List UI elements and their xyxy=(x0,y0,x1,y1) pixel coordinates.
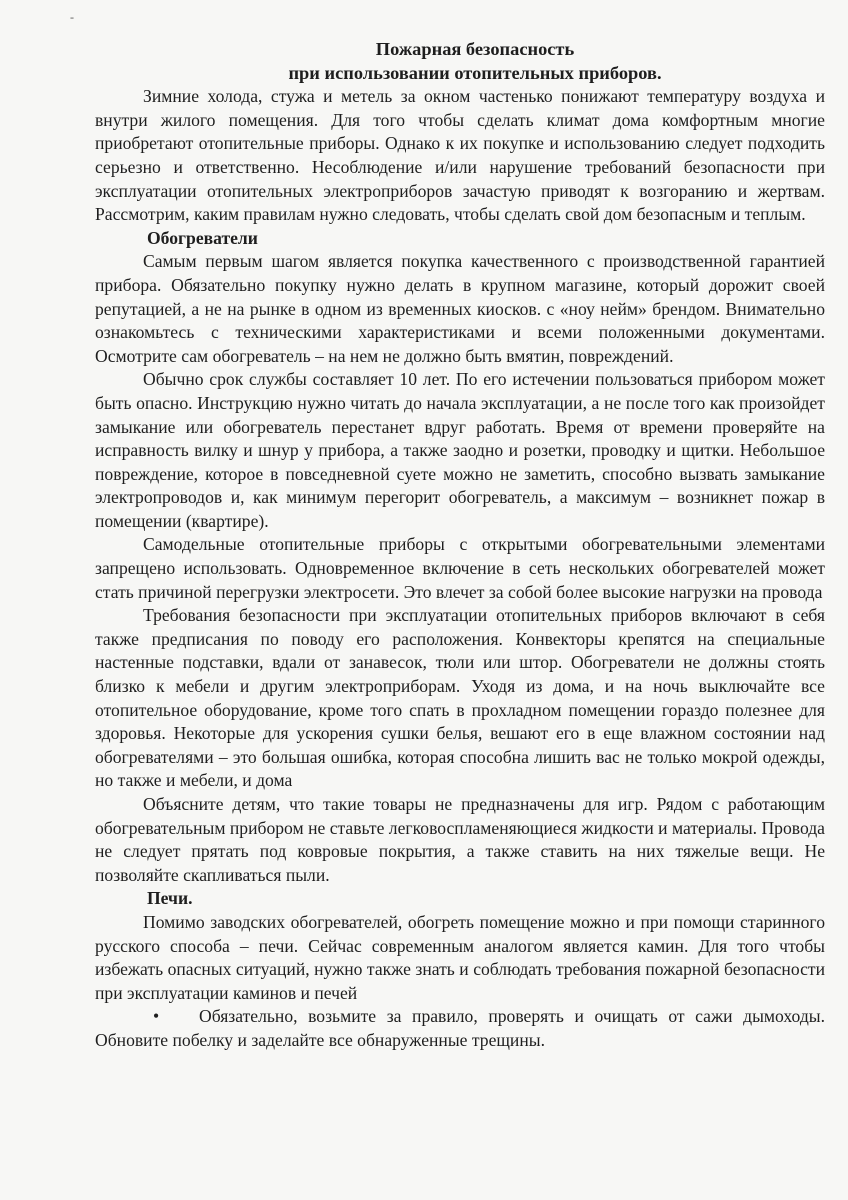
margin-mark: - xyxy=(70,10,74,24)
section-heading-heaters: Обогреватели xyxy=(147,227,258,248)
title-line-2: при использовании отопительных приборов. xyxy=(288,62,662,83)
bullet-text: Обязательно, возьмите за правило, проверять и очищать от сажи дымоходы. Обновите побелку и заделайте все обнаруженные трещины. xyxy=(95,1006,825,1050)
bullet-item xyxy=(95,1005,825,1052)
paragraph: Помимо заводских обогревателей, обогреть помещение можно и при помощи старинного русского способа – печи. Сейчас современным аналогом является камин. Для того чтобы избежать опасных ситуаций, нужно также знать и соблюдать требования пожарной безопасности при эксплуатации каминов и печей xyxy=(95,911,825,1003)
title-line-1: Пожарная безопасность xyxy=(375,39,575,59)
section-heading-stoves: Печи. xyxy=(147,888,193,909)
intro-paragraph: Зимние холода, стужа и метель за окном частенько понижают температуру воздуха и внутри жилого помещения. Для того чтобы сделать климат дома комфортным многие приобретают отопительные приборы. Однако к их покупке и использованию следует подходить серьезно и ответственно. Несоблюдение и/или нарушение требований безопасности при эксплуатации отопительных электроприборов зачастую приводят к возгоранию и жертвам. Рассмотрим, каким правилам нужно следовать, чтобы сделать свой дом безопасным и теплым. xyxy=(95,86,825,225)
paragraph: Обычно срок службы составляет 10 лет. По его истечении пользоваться прибором может быть опасно. Инструкцию нужно читать до начала эксплуатации, а не после того как произойдет замыкание или обогреватель перестанет вдруг работать. Время от времени проверяйте на исправность вилку и шнур у прибора, а также заодно и розетки, проводку и щитки. Небольшое повреждение, которое в повседневной суете можно не заметить, способно вызвать замыкание электропроводов и, как минимум перегорит обогреватель, а максимум – возникнет пожар в помещении (квартире). xyxy=(95,369,825,531)
paragraph: Объясните детям, что такие товары не предназначены для игр. Рядом с работающим обогревательным прибором не ставьте легковоспламеняющиеся жидкости и материалы. Провода не следует прятать под ковровые покрытия, а также ставить на них тяжелые вещи. Не позволяйте скапливаться пыли. xyxy=(95,794,825,885)
paragraph: Самодельные отопительные приборы с открытыми обогревательными элементами запрещено использовать. Одновременное включение в сеть нескольких обогревателей может стать причиной перегрузки электросети. Это влечет за собой более высокие нагрузки на провода xyxy=(95,534,825,602)
paragraph: Самым первым шагом является покупка качественного с производственной гарантией прибора. Обязательно покупку нужно делать в крупном магазине, который дорожит своей репутацией, а не на рынке в одном из временных киосков. с «ноу нейм» брендом. Внимательно ознакомьтесь с техническими характеристиками и всеми положенными документами. Осмотрите сам обогреватель – на нем не должно быть вмятин, повреждений. xyxy=(95,251,825,366)
document-title xyxy=(95,38,825,85)
paragraph: Требования безопасности при эксплуатации отопительных приборов включают в себя также предписания по поводу его расположения. Конвекторы крепятся на специальные настенные подставки, вдали от занавесок, тюли или штор. Обогреватели не должны стоять близко к мебели и другим электроприборам. Уходя из дома, и на ночь выключайте все отопительное оборудование, кроме того спать в прохладном помещении гораздо полезнее для здоровья. Некоторые для ускорения сушки белья, вешают его в еще влажном состоянии над обогревателями – это большая ошибка, которая способна лишить вас не только мокрой одежды, но также и мебели, и дома xyxy=(95,605,825,791)
bullet-marker: • xyxy=(153,1006,160,1027)
document-page xyxy=(95,38,825,1053)
